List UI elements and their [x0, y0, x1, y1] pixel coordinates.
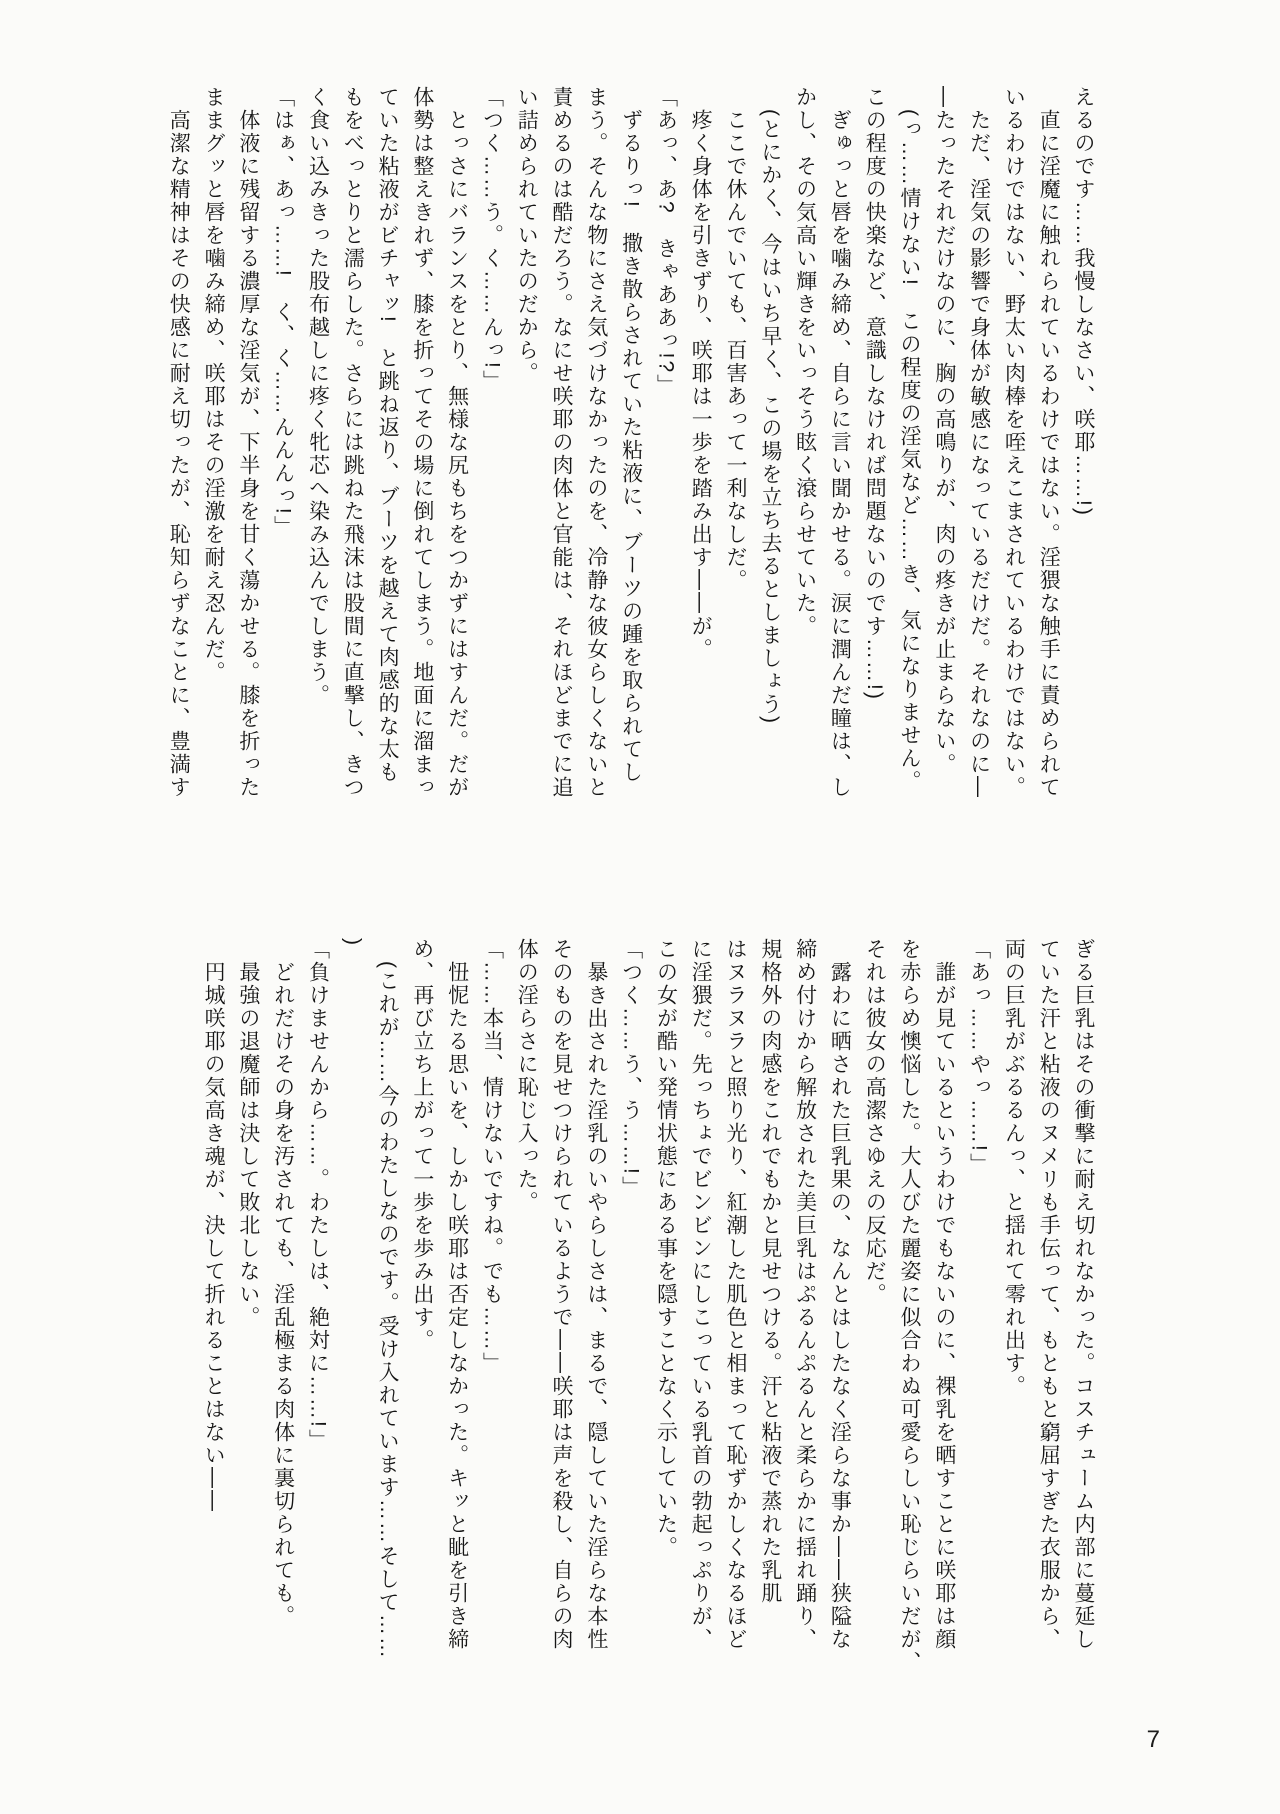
text-line: 規格外の肉感をこれでもかと見せつける。汗と粘液で蒸れた乳肌 [758, 938, 782, 1605]
text-line: 誰が見ているというわけでもないのに、裸乳を晒すことに咲耶は顔 [932, 938, 956, 1651]
text-line: 体液に残留する濃厚な淫気が、下半身を甘く蕩かせる。膝を折った [236, 86, 260, 799]
text-line: 「つく……う。く……んっ!」 [480, 86, 504, 393]
text-line: 最強の退魔師は決して敗北しない。 [236, 938, 260, 1329]
text-line: 暴き出された淫乳のいやらしさは、まるで、隠していた淫らな本性 [584, 938, 608, 1651]
text-line: ―たったそれだけなのに、胸の高鳴りが、肉の疼きが止まらない。 [932, 86, 956, 776]
text-line: い詰められていたのだから。 [515, 86, 539, 385]
text-line: を赤らめ懊悩した。大人びた麗姿に似合わぬ可愛らしい恥じらいだが、 [898, 938, 922, 1674]
text-line: まう。そんな物にさえ気づけなかったのを、冷静な彼女らしくないと [584, 86, 608, 799]
text-line: く食い込みきった股布越しに疼く牝芯へ染み込んでしまう。 [306, 86, 330, 707]
text-line: に淫猥だ。先っちょでビンビンにしこっている乳首の勃起っぷりが、 [689, 938, 713, 1651]
text-line: 責めるのは酷だろう。なにせ咲耶の肉体と官能は、それほどまでに追 [550, 86, 574, 799]
text-line: 「あっ……やっ……!」 [967, 938, 991, 1176]
text-line: 「つく……う、う……!」 [619, 938, 643, 1199]
text-line: この女が酷い発情状態にある事を隠すことなく示していた。 [654, 938, 678, 1559]
text-line: ぎる巨乳はその衝撃に耐え切れなかった。コスチューム内部に蔓延し [1072, 938, 1095, 1651]
text-line: ていた粘液がビチャッ! と跳ね返り、ブーツを越えて肉感的な太も [376, 86, 400, 784]
text-line: はヌラヌラと照り光り、紅潮した肌色と相まって恥ずかしくなるほど [724, 938, 748, 1651]
text-line: 直に淫魔に触れられているわけではない。淫猥な触手に責められて [1037, 86, 1061, 799]
text-line: 締め付けから解放された美巨乳はぷるんぷるんと柔らかに揺れ踊り、 [793, 938, 817, 1651]
text-line: ただ、淫気の影響で身体が敏感になっているだけだ。それなのに― [967, 86, 991, 799]
text-line: もをべっとりと濡らした。さらには跳ねた飛沫は股間に直撃し、きつ [341, 86, 365, 799]
text-line: (これが……今のわたしなのです。受け入れています……そして…… [376, 938, 400, 1660]
text-line: かし、その気高い輝きをいっそう眩く滾らせていた。 [793, 86, 817, 638]
text-line: いるわけではない、野太い肉棒を咥えこまされているわけではない。 [1002, 86, 1026, 799]
text-line: 体勢は整えきれず、膝を折ってその場に倒れてしまう。地面に溜まっ [410, 86, 434, 799]
text-line: 「はぁ、あっ……! く、く……んんんっ!」 [271, 86, 295, 539]
text-line: ままグッと唇を噛み締め、咲耶はその淫激を耐え忍んだ。 [202, 86, 226, 684]
text-block-bottom [195, 938, 1100, 1686]
text-line: 「負けませんから……。わたしは、絶対に……!」 [306, 938, 330, 1452]
text-line: それは彼女の高潔さゆえの反応だ。 [863, 938, 887, 1306]
text-line: この程度の快楽など、意識しなければ問題ないのです……!) [863, 86, 887, 701]
page-number: 7 [1146, 1726, 1160, 1753]
text-line: 忸怩たる思いを、しかし咲耶は否定しなかった。キッと眦を引き締 [445, 938, 469, 1651]
text-line: どれだけその身を汚されても、淫乱極まる肉体に裏切られても。 [271, 938, 295, 1628]
text-line: とっさにバランスをとり、無様な尻もちをつかずにはすんだ。だが [445, 86, 469, 799]
text-line: ここで休んでいても、百害あって一利なしだ。 [724, 86, 748, 592]
text-line: 「……本当、情けないですね。でも……」 [480, 938, 504, 1375]
text-line: そのものを見せつけられているようで――咲耶は声を殺し、自らの肉 [550, 938, 574, 1651]
text-line: 高潔な精神はその快感に耐え切ったが、恥知らずなことに、豊満す [167, 86, 191, 799]
text-line: ずるりっ! 撒き散らされていた粘液に、ブーツの踵を取られてし [619, 86, 643, 784]
text-block-top [160, 86, 1100, 834]
text-line: ていた汗と粘液のヌメリも手伝って、もともと窮屈すぎた衣服から、 [1037, 938, 1061, 1651]
text-line: 疼く身体を引きずり、咲耶は一歩を踏み出す――が。 [689, 86, 713, 661]
text-line: 円城咲耶の気高き魂が、決して折れることはない―― [202, 938, 226, 1513]
text-line: ぎゅっと唇を噛み締め、自らに言い聞かせる。涙に潤んだ瞳は、し [828, 86, 852, 799]
text-line: (とにかく、今はいち早く、この場を立ち去るとしましょう) [758, 86, 782, 725]
text-line: えるのです……我慢しなさい、咲耶……!) [1072, 86, 1095, 517]
text-line: ) [341, 938, 365, 947]
text-line: 露わに晒された巨乳果の、なんとはしたなく淫らな事か――狭隘な [828, 938, 852, 1651]
text-line: め、再び立ち上がって一歩を歩み出す。 [410, 938, 434, 1352]
text-line: 「あっ、あ? きゃああっ!?」 [654, 86, 678, 398]
text-line: (っ……情けない! この程度の淫気など……き、気になりません。 [898, 86, 922, 793]
text-line: 両の巨乳がぶるるんっ、と揺れて零れ出す。 [1002, 938, 1026, 1398]
text-line: 体の淫らさに恥じ入った。 [515, 938, 539, 1214]
